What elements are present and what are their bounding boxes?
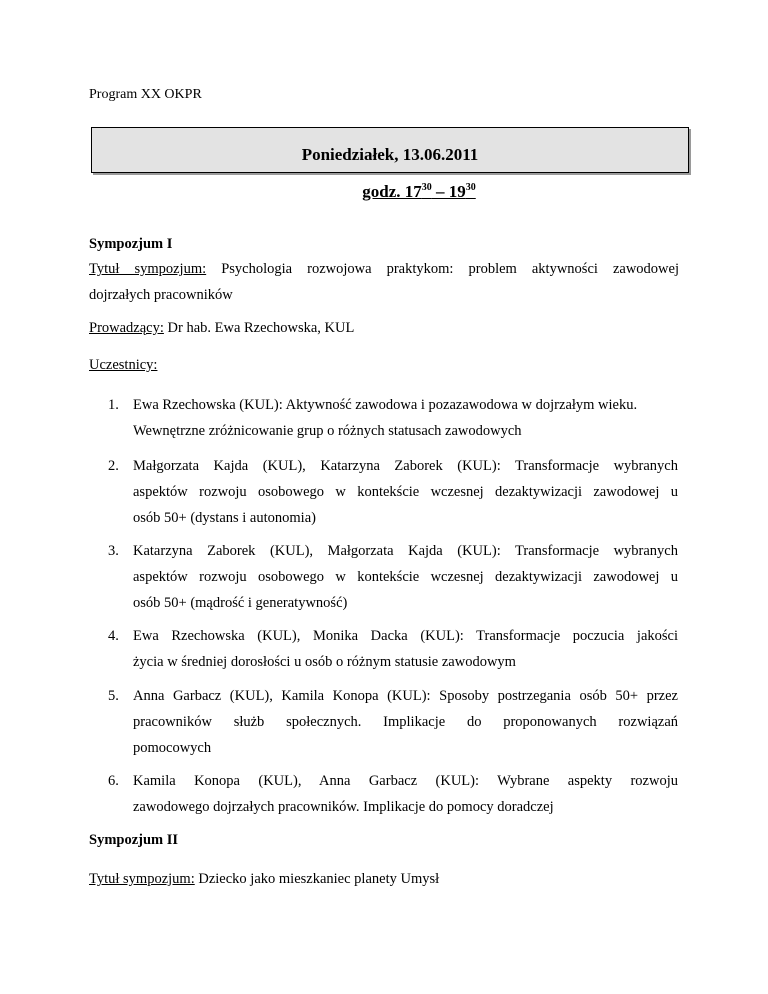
symposium-1-title-line2: dojrzałych pracowników <box>89 287 233 303</box>
list-item <box>108 392 678 444</box>
list-item-number: 2. <box>108 458 119 474</box>
list-item <box>108 453 678 531</box>
time-range <box>0 182 768 202</box>
symposium-1-title-label: Tytuł sympozjum: <box>89 261 207 277</box>
list-item-number: 4. <box>108 628 119 644</box>
list-item <box>108 768 678 820</box>
list-item-line: Katarzyna Zaborek (KUL), Małgorzata Kajda (KUL): Transformacje wybranych <box>133 543 678 559</box>
symposium-1-host <box>89 315 679 341</box>
list-item-line: Wewnętrzne zróżnicowanie grup o różnych statusach zawodowych <box>133 423 522 439</box>
list-item-line: aspektów rozwoju osobowego w kontekście wczesnej dezaktywizacji zawodowej u <box>133 569 678 585</box>
list-item-line: osób 50+ (dystans i autonomia) <box>133 510 316 526</box>
list-item-number: 1. <box>108 397 119 413</box>
host-label: Prowadzący: <box>89 320 164 336</box>
program-header: Program XX OKPR <box>89 87 202 102</box>
participants-label: Uczestnicy: <box>89 357 158 373</box>
symposium-1-title <box>89 256 679 308</box>
list-item-line: życia w średniej dorosłości u osób o różnym statusie zawodowym <box>133 654 516 670</box>
symposium-2-heading: Sympozjum II <box>89 832 179 848</box>
time-range-text <box>362 182 476 202</box>
day-banner <box>91 127 689 173</box>
symposium-1-heading: Sympozjum I <box>89 236 173 252</box>
list-item-line: Anna Garbacz (KUL), Kamila Konopa (KUL): Sposoby postrzegania osób 50+ przez <box>133 688 678 704</box>
list-item-line: pracowników służb społecznych. Implikacje do proponowanych rozwiązań <box>133 714 678 730</box>
time-start-minutes: 30 <box>421 182 432 193</box>
list-item-line: Ewa Rzechowska (KUL), Monika Dacka (KUL): Transformacje poczucia jakości <box>133 628 678 644</box>
list-item <box>108 623 678 675</box>
list-item <box>108 538 678 616</box>
symposium-1-title-line1: Psychologia rozwojowa praktykom: problem aktywności zawodowej <box>206 261 679 277</box>
list-item-number: 5. <box>108 688 119 704</box>
list-item <box>108 683 678 761</box>
time-dash: – 19 <box>431 182 466 201</box>
list-item-line: Kamila Konopa (KUL), Anna Garbacz (KUL): Wybrane aspekty rozwoju <box>133 773 678 789</box>
list-item-line: osób 50+ (mądrość i generatywność) <box>133 595 348 611</box>
symposium-2-title-label: Tytuł sympozjum: <box>89 871 195 887</box>
list-item-line: pomocowych <box>133 740 212 756</box>
list-item-line: Ewa Rzechowska (KUL): Aktywność zawodowa i pozazawodowa w dojrzałym wieku. <box>133 397 638 413</box>
time-end-minutes: 30 <box>465 182 476 193</box>
list-item-number: 6. <box>108 773 119 789</box>
list-item-line: zawodowego dojrzałych pracowników. Implikacje do pomocy doradczej <box>133 799 554 815</box>
host-text: Dr hab. Ewa Rzechowska, KUL <box>163 320 355 336</box>
list-item-line: Małgorzata Kajda (KUL), Katarzyna Zaborek (KUL): Transformacje wybranych <box>133 458 678 474</box>
list-item-number: 3. <box>108 543 119 559</box>
symposium-2-title-text: Dziecko jako mieszkaniec planety Umysł <box>194 871 440 887</box>
time-prefix: godz. 17 <box>362 182 422 201</box>
symposium-2-title <box>89 866 679 892</box>
day-title: Poniedziałek, 13.06.2011 <box>301 145 479 164</box>
list-item-line: aspektów rozwoju osobowego w kontekście wczesnej dezaktywizacji zawodowej u <box>133 484 678 500</box>
